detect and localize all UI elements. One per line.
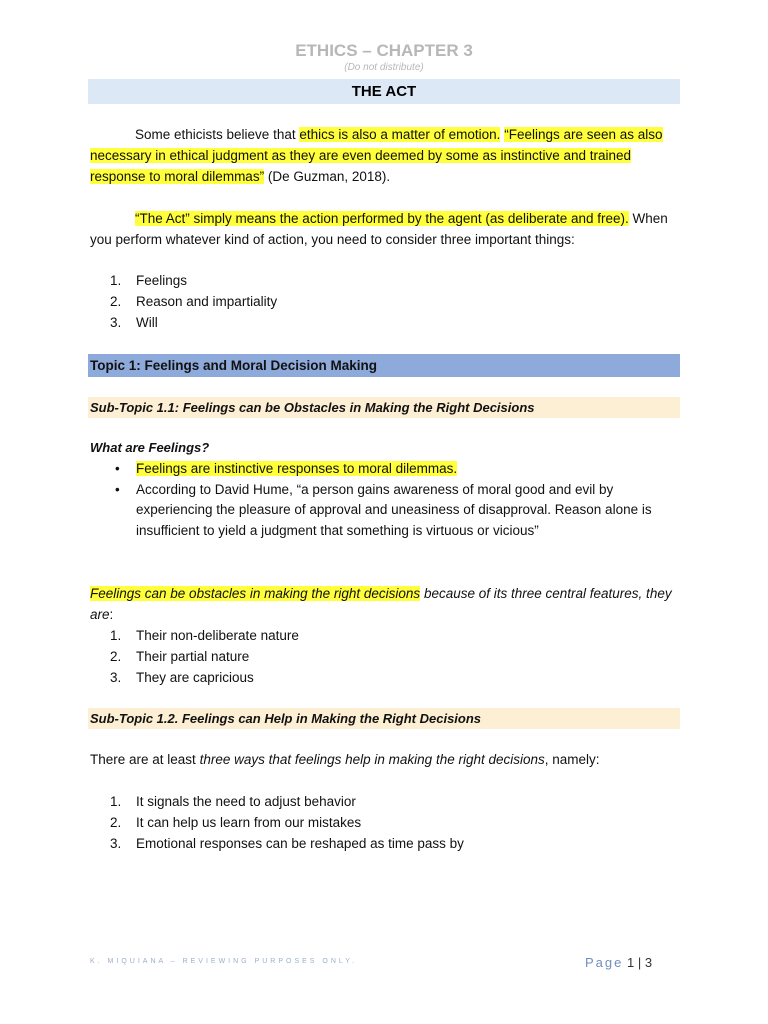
help-text-a: There are at least bbox=[90, 752, 200, 767]
obstacles-paragraph bbox=[90, 583, 682, 625]
list-item-text: Feelings bbox=[136, 273, 188, 288]
obstacles-colon: : bbox=[109, 607, 114, 622]
page-separator: | bbox=[634, 955, 645, 970]
intro-paragraph-1 bbox=[90, 124, 682, 187]
topic-1-heading: Topic 1: Feelings and Moral Decision Making bbox=[88, 354, 680, 377]
list-item-text: It can help us learn from our mistakes bbox=[136, 815, 362, 830]
help-text-emphasis: three ways that feelings help in making the right decisions bbox=[199, 752, 545, 767]
feelings-bullet-list bbox=[110, 459, 680, 541]
list-number: 2. bbox=[110, 649, 122, 664]
intro-p1-highlight-2: “Feelings are seen as also necessary in ethical judgment as they are even deemed by some as instinctive and trained response to moral dilemmas” bbox=[90, 127, 663, 184]
help-paragraph bbox=[90, 749, 682, 770]
obstacles-text: because of its three central features, they are bbox=[90, 586, 672, 622]
list-number: 2. bbox=[110, 294, 122, 309]
obstacles-highlight: Feelings can be obstacles in making the right decisions bbox=[90, 586, 421, 601]
list-number: 1. bbox=[110, 628, 122, 643]
list-item-text: Emotional responses can be reshaped as time pass by bbox=[136, 836, 464, 851]
list-item-text: Their non-deliberate nature bbox=[136, 628, 299, 643]
header-title: ETHICS – CHAPTER 3 bbox=[295, 41, 473, 60]
central-features-list bbox=[110, 625, 299, 688]
list-item bbox=[110, 812, 464, 833]
list-item bbox=[110, 646, 299, 667]
intro-p2-highlight: “The Act” simply means the action performed by the agent (as deliberate and free). bbox=[135, 211, 629, 226]
bullet-icon: • bbox=[115, 481, 120, 497]
list-item bbox=[110, 312, 277, 333]
intro-p1-citation: (De Guzman, 2018). bbox=[264, 169, 391, 184]
help-ways-list bbox=[110, 791, 464, 854]
bullet-text: Feelings are instinctive responses to moral dilemmas. bbox=[136, 461, 458, 476]
bullet-text: According to David Hume, “a person gains awareness of moral good and evil by experiencing the pleasure of approval and uneasiness of disapproval. Reason alone is insufficient to yield a judgment that something is virtuous or vicious” bbox=[136, 481, 652, 538]
intro-p1-highlight-1: ethics is also a matter of emotion. bbox=[299, 127, 501, 142]
bullet-icon: • bbox=[115, 461, 120, 476]
list-item bbox=[110, 791, 464, 812]
list-number: 3. bbox=[110, 315, 122, 330]
list-number: 2. bbox=[110, 815, 122, 830]
what-are-feelings-heading: What are Feelings? bbox=[90, 440, 210, 455]
list-item bbox=[110, 480, 680, 542]
list-item bbox=[110, 625, 299, 646]
list-item-text: They are capricious bbox=[136, 670, 254, 685]
list-item-text: Reason and impartiality bbox=[136, 294, 278, 309]
subtopic-1-2-heading: Sub-Topic 1.2. Feelings can Help in Making the Right Decisions bbox=[88, 708, 680, 729]
list-item-text: Will bbox=[136, 315, 158, 330]
document-title: THE ACT bbox=[88, 79, 680, 104]
list-item bbox=[110, 459, 680, 480]
intro-paragraph-2 bbox=[90, 208, 682, 250]
list-item bbox=[110, 291, 277, 312]
list-item bbox=[110, 833, 464, 854]
intro-p1-text-a: Some ethicists believe that bbox=[135, 127, 300, 142]
list-number: 3. bbox=[110, 670, 122, 685]
intro-p2-text: When you perform whatever kind of action, you need to consider three important things: bbox=[90, 211, 668, 247]
list-item bbox=[110, 270, 277, 291]
footer-note: K. MIQUIANA – REVIEWING PURPOSES ONLY. bbox=[90, 958, 358, 965]
list-number: 3. bbox=[110, 836, 122, 851]
list-number: 1. bbox=[110, 273, 122, 288]
subtopic-1-1-heading: Sub-Topic 1.1: Feelings can be Obstacles in Making the Right Decisions bbox=[88, 397, 680, 418]
list-item bbox=[110, 667, 299, 688]
page-current: 1 bbox=[627, 955, 635, 970]
page-total: 3 bbox=[644, 955, 653, 970]
list-item-text: It signals the need to adjust behavior bbox=[136, 794, 356, 809]
page-number bbox=[585, 955, 652, 970]
list-item-text: Their partial nature bbox=[136, 649, 250, 664]
help-text-b: , namely: bbox=[544, 752, 600, 767]
three-things-list bbox=[110, 270, 277, 333]
list-number: 1. bbox=[110, 794, 122, 809]
page-label: Page bbox=[585, 955, 624, 970]
header-subtitle: (Do not distribute) bbox=[344, 62, 424, 73]
